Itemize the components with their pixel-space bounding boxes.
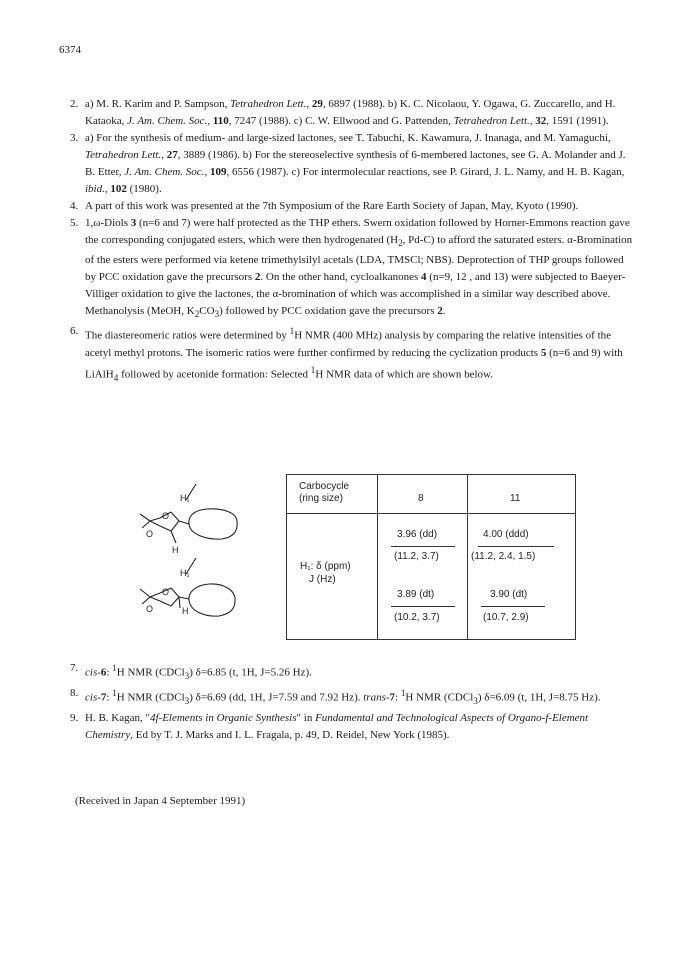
upper-o-label-1: O [162,511,170,521]
line-11-bot [481,606,545,607]
reference-item [62,96,634,130]
upper-h1-label: H₁ [180,493,190,503]
val-8-bot: 3.89 (dt) [397,589,435,600]
reference-text: H. B. Kagan, "4f-Elements in Organic Synthesis" in Fundamental and Technological Aspects of Organo-f-Element Chemistry, Ed by T. J. Marks and I. L. Fragala, p. 49, D. Reidel, New York (1985). [85,711,589,741]
upper-h-label: H [172,545,179,555]
reference-item [62,660,634,685]
reference-number: 8. [70,686,79,699]
reference-text: a) M. R. Karim and P. Sampson, Tetrahedron Lett., 29, 6897 (1988). b) K. C. Nicolaou, Y. Ogawa, G. Zuccarello, and H. Kataoka, J. Am. Chem. Soc., 110, 7247 (1988). c) C. W. Ellwood and G. Pattenden, Tetrahedron Lett., 32, 1591 (1991). [85,98,616,127]
row-label-j: J (Hz) [309,574,336,585]
line-11-top [478,546,554,547]
lower-o-label-1: O [162,587,170,597]
reference-text: cis-7: $^1$H NMR (CDCl$_3$) δ=6.69 (dd, 1H, J=7.59 and 7.92 Hz). trans-7: $^1$H NMR (CDCl$_3$) δ=6.09 (t, 1H, J=8.75 Hz). [85,687,601,706]
lower-h1-label: H₁ [180,568,190,578]
reference-item [62,198,634,215]
line-8-bot [391,606,455,607]
val-11-bot: 3.90 (dt) [490,589,528,600]
row-label-h1: H₁: δ (ppm) [300,561,351,572]
header-ring-size: (ring size) [299,493,343,504]
reference-item [62,685,634,710]
table-divider-1 [377,475,378,639]
reference-item [62,323,634,387]
references-list-bottom [62,660,634,744]
header-carbocycle: Carbocycle [299,481,350,492]
nmr-table [286,474,576,640]
reference-number: 6. [70,325,79,338]
page-number: 6374 [59,44,81,56]
reference-text: A part of this work was presented at the 7th Symposium of the Rare Earth Society of Japan, May, Kyoto (1990). [85,200,579,212]
reference-number: 4. [70,200,79,212]
val-8-top: 3.96 (dd) [397,529,438,540]
reference-item [62,215,634,323]
received-date: (Received in Japan 4 September 1991) [75,795,246,807]
reference-text: a) For the synthesis of medium- and large-sized lactones, see T. Tabuchi, K. Kawamura, J. Inanaga, and M. Yamaguchi, Tetrahedron Lett., 27, 3889 (1986). b) For the stereoselective synthesis of 6-membered lactones, see G. A. Molander and J. B. Etter, J. Am. Chem. Soc., 109, 6556 (1987). c) For intermolecular reactions, see P. Girard, J. L. Namy, and H. B. Kagan, ibid., 102 (1980). [85,132,626,195]
table-divider-2 [467,475,468,639]
upper-structure [140,484,237,543]
j-11-bot: (10.7, 2.9) [483,612,529,623]
reference-item [62,710,634,744]
reference-number: 3. [70,132,79,144]
upper-o-label-2: O [146,529,154,539]
header-8: 8 [418,493,424,504]
line-8-top [391,546,455,547]
reference-number: 2. [70,98,79,110]
reference-text: 1,ω-Diols 3 (n=6 and 7) were half protected as the THP ethers. Swern oxidation followed by Horner-Emmons reaction gave the corresponding conjugated esters, which were then hydrogenated ($H_2$, Pd-C) to afford the saturated esters. α-Bromination of the esters were performed via ketene trimethylsilyl acetals (LDA, TMSCl; NBS). Deprotection of THP groups followed by PCC oxidation gave the precursors 2. On the other hand, cycloalkanones 4 (n=9, 12 , and 13) were subjected to Baeyer-Villiger oxidation to give the lactones, the α-bromination of which was accomplished in a similar way described above. Methanolysis (MeOH, $K_2CO_3$) followed by PCC oxidation gave the precursors 2. [85,217,633,320]
reference-text: The diastereomeric ratios were determined by $^1$H NMR (400 MHz) analysis by comparing the relative intensities of the acetyl methyl protons. The isomeric ratios were further confirmed by reducing the cyclization products 5 (n=6 and 9) with LiAlH$_4$ followed by acetonide formation: Selected $^1$H NMR data of which are shown below. [85,326,623,383]
val-11-top: 4.00 (ddd) [483,529,529,540]
j-11-top: (11.2, 2.4, 1.5) [471,551,536,562]
j-8-top: (11.2, 3.7) [394,551,439,562]
reference-number: 5. [70,217,79,229]
lower-h-label: H [182,606,189,616]
reference-number: 7. [70,662,79,674]
reference-text: cis-6: $^1$H NMR (CDCl$_3$) δ=6.85 (t, 1H, J=5.26 Hz). [85,663,312,681]
j-8-bot: (10.2, 3.7) [394,612,440,623]
lower-o-label-2: O [146,604,154,614]
header-11: 11 [510,493,521,504]
references-list-top [62,96,634,387]
reference-number: 9. [70,711,79,724]
table-header-divider [287,513,575,514]
lower-structure [140,558,235,616]
reference-item [62,130,634,198]
